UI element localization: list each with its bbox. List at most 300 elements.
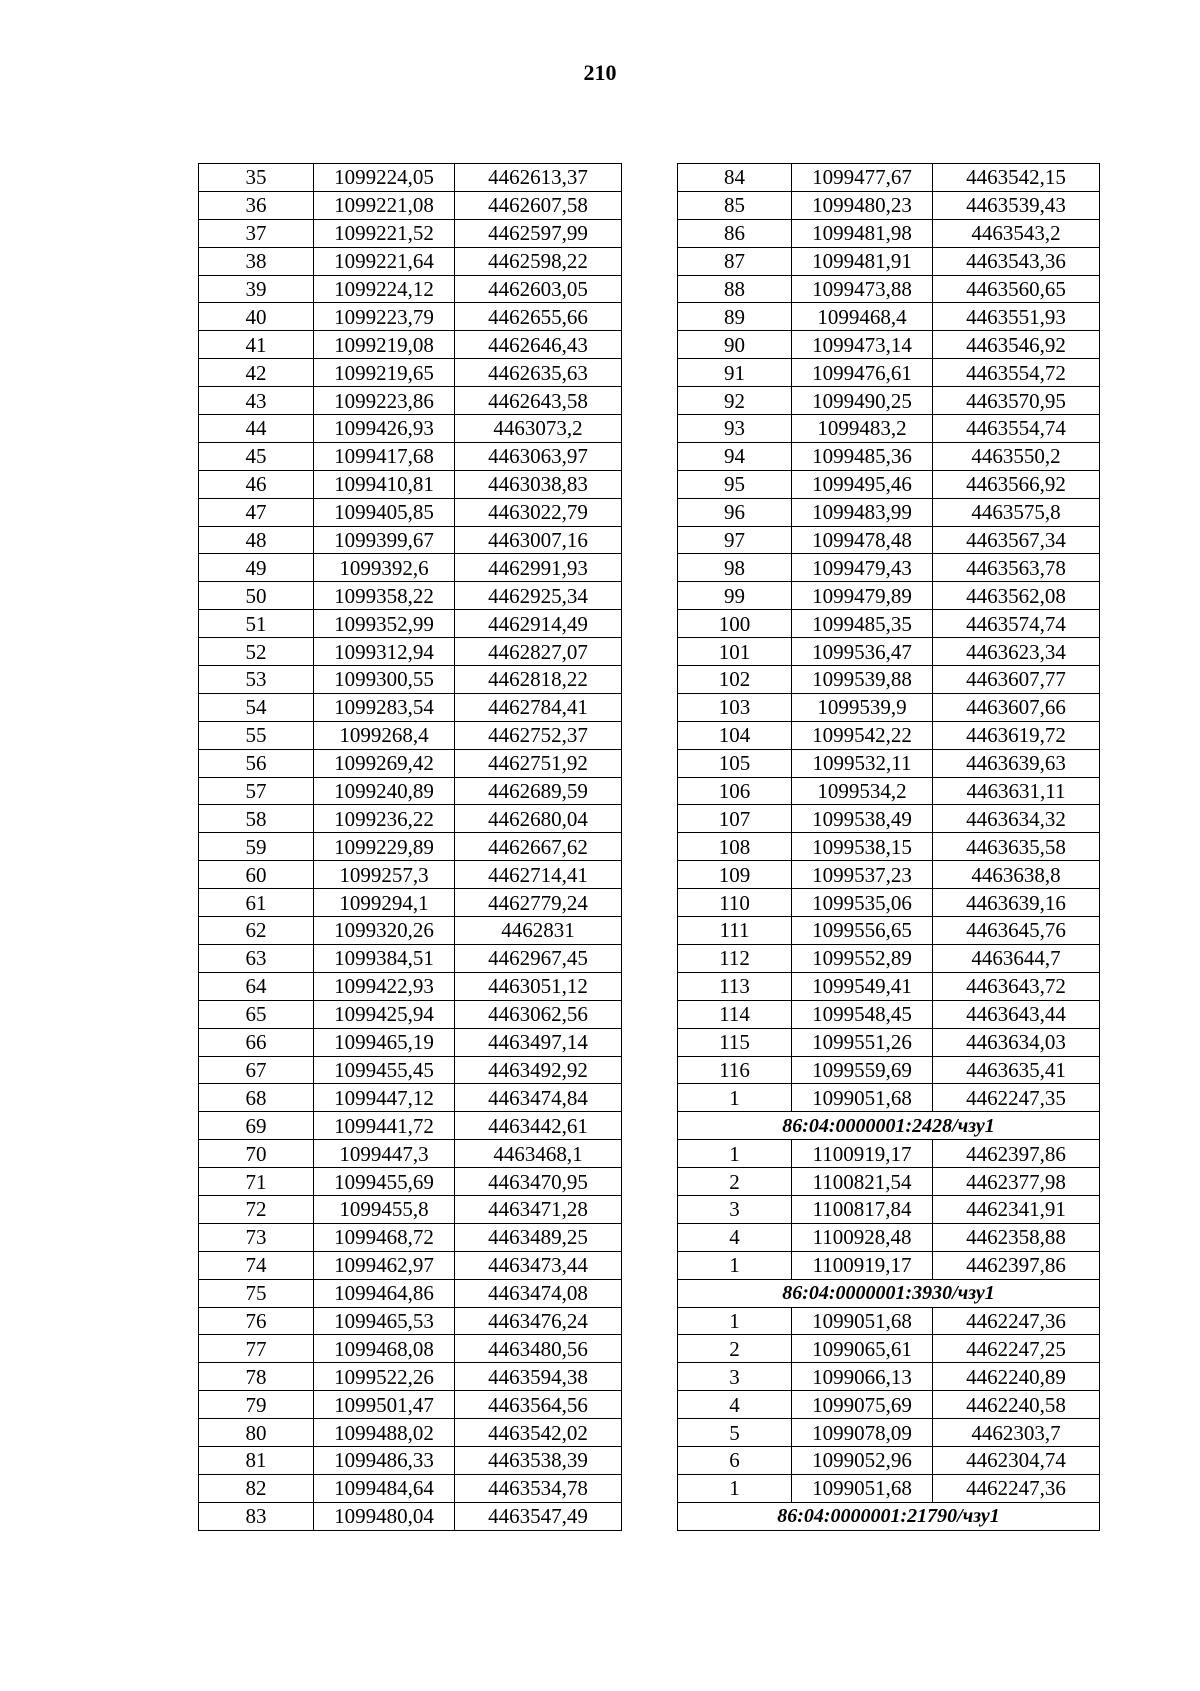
table-row bbox=[199, 1474, 622, 1502]
point-number-cell: 55 bbox=[199, 721, 314, 749]
y-coordinate-cell: 4463063,97 bbox=[455, 442, 622, 470]
x-coordinate-cell: 1099075,69 bbox=[792, 1391, 933, 1419]
point-number-cell: 107 bbox=[678, 805, 792, 833]
point-number-cell: 42 bbox=[199, 359, 314, 387]
point-number-cell: 84 bbox=[678, 164, 792, 192]
y-coordinate-cell: 4462779,24 bbox=[455, 889, 622, 917]
table-row bbox=[678, 1140, 1100, 1168]
point-number-cell: 2 bbox=[678, 1335, 792, 1363]
y-coordinate-cell: 4463542,02 bbox=[455, 1419, 622, 1447]
point-number-cell: 96 bbox=[678, 498, 792, 526]
point-number-cell: 1 bbox=[678, 1084, 792, 1112]
y-coordinate-cell: 4463619,72 bbox=[933, 721, 1100, 749]
x-coordinate-cell: 1099384,51 bbox=[314, 944, 455, 972]
y-coordinate-cell: 4462646,43 bbox=[455, 331, 622, 359]
table-row bbox=[678, 1474, 1100, 1502]
y-coordinate-cell: 4463062,56 bbox=[455, 1000, 622, 1028]
table-row bbox=[678, 1391, 1100, 1419]
table-row bbox=[678, 331, 1100, 359]
point-number-cell: 6 bbox=[678, 1446, 792, 1474]
x-coordinate-cell: 1099224,05 bbox=[314, 164, 455, 192]
parcel-section-row bbox=[678, 1112, 1100, 1140]
x-coordinate-cell: 1099078,09 bbox=[792, 1419, 933, 1447]
y-coordinate-cell: 4463547,49 bbox=[455, 1502, 622, 1530]
point-number-cell: 93 bbox=[678, 415, 792, 443]
table-row bbox=[199, 470, 622, 498]
point-number-cell: 66 bbox=[199, 1028, 314, 1056]
point-number-cell: 88 bbox=[678, 275, 792, 303]
y-coordinate-cell: 4463543,2 bbox=[933, 219, 1100, 247]
point-number-cell: 47 bbox=[199, 498, 314, 526]
point-number-cell: 108 bbox=[678, 833, 792, 861]
table-row bbox=[199, 889, 622, 917]
x-coordinate-cell: 1099447,3 bbox=[314, 1140, 455, 1168]
x-coordinate-cell: 1099484,64 bbox=[314, 1474, 455, 1502]
table-row bbox=[678, 1168, 1100, 1196]
y-coordinate-cell: 4463492,92 bbox=[455, 1056, 622, 1084]
point-number-cell: 102 bbox=[678, 666, 792, 694]
x-coordinate-cell: 1099462,97 bbox=[314, 1251, 455, 1279]
y-coordinate-cell: 4462784,41 bbox=[455, 693, 622, 721]
point-number-cell: 92 bbox=[678, 387, 792, 415]
point-number-cell: 116 bbox=[678, 1056, 792, 1084]
x-coordinate-cell: 1099221,52 bbox=[314, 219, 455, 247]
y-coordinate-cell: 4463539,43 bbox=[933, 191, 1100, 219]
table-row bbox=[678, 610, 1100, 638]
x-coordinate-cell: 1100919,17 bbox=[792, 1140, 933, 1168]
x-coordinate-cell: 1099535,06 bbox=[792, 889, 933, 917]
y-coordinate-cell: 4462680,04 bbox=[455, 805, 622, 833]
cadastral-number-heading: 86:04:0000001:21790/чзу1 bbox=[678, 1502, 1100, 1530]
x-coordinate-cell: 1099477,67 bbox=[792, 164, 933, 192]
y-coordinate-cell: 4462397,86 bbox=[933, 1140, 1100, 1168]
x-coordinate-cell: 1099052,96 bbox=[792, 1446, 933, 1474]
y-coordinate-cell: 4463543,36 bbox=[933, 247, 1100, 275]
table-row bbox=[199, 1000, 622, 1028]
table-row bbox=[199, 498, 622, 526]
point-number-cell: 113 bbox=[678, 972, 792, 1000]
x-coordinate-cell: 1099221,64 bbox=[314, 247, 455, 275]
table-row bbox=[678, 1195, 1100, 1223]
table-row bbox=[199, 1446, 622, 1474]
table-row bbox=[678, 721, 1100, 749]
table-row bbox=[678, 693, 1100, 721]
table-row bbox=[199, 275, 622, 303]
table-row bbox=[199, 1028, 622, 1056]
point-number-cell: 90 bbox=[678, 331, 792, 359]
point-number-cell: 104 bbox=[678, 721, 792, 749]
point-number-cell: 111 bbox=[678, 917, 792, 945]
y-coordinate-cell: 4463038,83 bbox=[455, 470, 622, 498]
y-coordinate-cell: 4463594,38 bbox=[455, 1363, 622, 1391]
table-row bbox=[678, 1000, 1100, 1028]
point-number-cell: 38 bbox=[199, 247, 314, 275]
point-number-cell: 94 bbox=[678, 442, 792, 470]
point-number-cell: 82 bbox=[199, 1474, 314, 1502]
y-coordinate-cell: 4463635,58 bbox=[933, 833, 1100, 861]
x-coordinate-cell: 1099447,12 bbox=[314, 1084, 455, 1112]
y-coordinate-cell: 4463474,84 bbox=[455, 1084, 622, 1112]
x-coordinate-cell: 1099410,81 bbox=[314, 470, 455, 498]
y-coordinate-cell: 4463643,72 bbox=[933, 972, 1100, 1000]
y-coordinate-cell: 4463645,76 bbox=[933, 917, 1100, 945]
table-row bbox=[199, 861, 622, 889]
table-row bbox=[199, 1335, 622, 1363]
x-coordinate-cell: 1099221,08 bbox=[314, 191, 455, 219]
table-row bbox=[678, 889, 1100, 917]
cadastral-number-heading: 86:04:0000001:2428/чзу1 bbox=[678, 1112, 1100, 1140]
y-coordinate-cell: 4462240,89 bbox=[933, 1363, 1100, 1391]
table-row bbox=[199, 415, 622, 443]
x-coordinate-cell: 1099283,54 bbox=[314, 693, 455, 721]
point-number-cell: 81 bbox=[199, 1446, 314, 1474]
table-row bbox=[678, 387, 1100, 415]
y-coordinate-cell: 4463566,92 bbox=[933, 470, 1100, 498]
x-coordinate-cell: 1099425,94 bbox=[314, 1000, 455, 1028]
table-row bbox=[678, 191, 1100, 219]
x-coordinate-cell: 1100919,17 bbox=[792, 1251, 933, 1279]
table-row bbox=[199, 638, 622, 666]
point-number-cell: 69 bbox=[199, 1112, 314, 1140]
x-coordinate-cell: 1099405,85 bbox=[314, 498, 455, 526]
x-coordinate-cell: 1100821,54 bbox=[792, 1168, 933, 1196]
table-row bbox=[678, 164, 1100, 192]
x-coordinate-cell: 1099441,72 bbox=[314, 1112, 455, 1140]
point-number-cell: 76 bbox=[199, 1307, 314, 1335]
point-number-cell: 5 bbox=[678, 1419, 792, 1447]
table-row bbox=[199, 1084, 622, 1112]
point-number-cell: 83 bbox=[199, 1502, 314, 1530]
y-coordinate-cell: 4463639,16 bbox=[933, 889, 1100, 917]
point-number-cell: 52 bbox=[199, 638, 314, 666]
table-row bbox=[678, 777, 1100, 805]
x-coordinate-cell: 1099483,2 bbox=[792, 415, 933, 443]
x-coordinate-cell: 1100928,48 bbox=[792, 1223, 933, 1251]
x-coordinate-cell: 1099485,35 bbox=[792, 610, 933, 638]
x-coordinate-cell: 1099465,19 bbox=[314, 1028, 455, 1056]
x-coordinate-cell: 1099542,22 bbox=[792, 721, 933, 749]
table-row bbox=[199, 1279, 622, 1307]
y-coordinate-cell: 4463474,08 bbox=[455, 1279, 622, 1307]
point-number-cell: 1 bbox=[678, 1307, 792, 1335]
point-number-cell: 41 bbox=[199, 331, 314, 359]
point-number-cell: 50 bbox=[199, 582, 314, 610]
y-coordinate-cell: 4463564,56 bbox=[455, 1391, 622, 1419]
y-coordinate-cell: 4462603,05 bbox=[455, 275, 622, 303]
point-number-cell: 97 bbox=[678, 526, 792, 554]
x-coordinate-cell: 1099224,12 bbox=[314, 275, 455, 303]
table-row bbox=[199, 693, 622, 721]
table-row bbox=[199, 1251, 622, 1279]
point-number-cell: 115 bbox=[678, 1028, 792, 1056]
x-coordinate-cell: 1099455,69 bbox=[314, 1168, 455, 1196]
x-coordinate-cell: 1099559,69 bbox=[792, 1056, 933, 1084]
x-coordinate-cell: 1099300,55 bbox=[314, 666, 455, 694]
y-coordinate-cell: 4462643,58 bbox=[455, 387, 622, 415]
point-number-cell: 48 bbox=[199, 526, 314, 554]
table-row bbox=[199, 944, 622, 972]
table-row bbox=[199, 666, 622, 694]
x-coordinate-cell: 1099468,4 bbox=[792, 303, 933, 331]
x-coordinate-cell: 1099548,45 bbox=[792, 1000, 933, 1028]
point-number-cell: 68 bbox=[199, 1084, 314, 1112]
x-coordinate-cell: 1100817,84 bbox=[792, 1195, 933, 1223]
table-row bbox=[199, 1168, 622, 1196]
point-number-cell: 78 bbox=[199, 1363, 314, 1391]
table-row bbox=[678, 638, 1100, 666]
table-row bbox=[199, 303, 622, 331]
table-row bbox=[199, 610, 622, 638]
point-number-cell: 54 bbox=[199, 693, 314, 721]
table-row bbox=[199, 721, 622, 749]
x-coordinate-cell: 1099486,33 bbox=[314, 1446, 455, 1474]
y-coordinate-cell: 4463476,24 bbox=[455, 1307, 622, 1335]
point-number-cell: 101 bbox=[678, 638, 792, 666]
x-coordinate-cell: 1099257,3 bbox=[314, 861, 455, 889]
x-coordinate-cell: 1099240,89 bbox=[314, 777, 455, 805]
x-coordinate-cell: 1099536,47 bbox=[792, 638, 933, 666]
table-row bbox=[678, 1223, 1100, 1251]
point-number-cell: 70 bbox=[199, 1140, 314, 1168]
x-coordinate-cell: 1099481,91 bbox=[792, 247, 933, 275]
point-number-cell: 44 bbox=[199, 415, 314, 443]
table-row bbox=[199, 331, 622, 359]
y-coordinate-cell: 4462967,45 bbox=[455, 944, 622, 972]
x-coordinate-cell: 1099358,22 bbox=[314, 582, 455, 610]
x-coordinate-cell: 1099539,9 bbox=[792, 693, 933, 721]
point-number-cell: 53 bbox=[199, 666, 314, 694]
x-coordinate-cell: 1099320,26 bbox=[314, 917, 455, 945]
x-coordinate-cell: 1099269,42 bbox=[314, 749, 455, 777]
table-row bbox=[199, 917, 622, 945]
y-coordinate-cell: 4462751,92 bbox=[455, 749, 622, 777]
y-coordinate-cell: 4462303,7 bbox=[933, 1419, 1100, 1447]
point-number-cell: 80 bbox=[199, 1419, 314, 1447]
y-coordinate-cell: 4463643,44 bbox=[933, 1000, 1100, 1028]
point-number-cell: 75 bbox=[199, 1279, 314, 1307]
x-coordinate-cell: 1099468,08 bbox=[314, 1335, 455, 1363]
point-number-cell: 51 bbox=[199, 610, 314, 638]
table-row bbox=[199, 1363, 622, 1391]
point-number-cell: 1 bbox=[678, 1474, 792, 1502]
y-coordinate-cell: 4463550,2 bbox=[933, 442, 1100, 470]
page-number: 210 bbox=[583, 60, 617, 85]
coordinates-table-left bbox=[198, 163, 622, 1531]
table-row bbox=[199, 1391, 622, 1419]
coordinates-table-right bbox=[677, 163, 1100, 1531]
point-number-cell: 87 bbox=[678, 247, 792, 275]
table-row bbox=[678, 582, 1100, 610]
x-coordinate-cell: 1099473,88 bbox=[792, 275, 933, 303]
point-number-cell: 43 bbox=[199, 387, 314, 415]
x-coordinate-cell: 1099480,04 bbox=[314, 1502, 455, 1530]
x-coordinate-cell: 1099312,94 bbox=[314, 638, 455, 666]
table-row bbox=[678, 944, 1100, 972]
table-row bbox=[678, 1251, 1100, 1279]
x-coordinate-cell: 1099223,86 bbox=[314, 387, 455, 415]
table-row bbox=[678, 1056, 1100, 1084]
y-coordinate-cell: 4463554,74 bbox=[933, 415, 1100, 443]
y-coordinate-cell: 4463634,03 bbox=[933, 1028, 1100, 1056]
y-coordinate-cell: 4462341,91 bbox=[933, 1195, 1100, 1223]
point-number-cell: 72 bbox=[199, 1195, 314, 1223]
point-number-cell: 36 bbox=[199, 191, 314, 219]
point-number-cell: 58 bbox=[199, 805, 314, 833]
point-number-cell: 74 bbox=[199, 1251, 314, 1279]
point-number-cell: 2 bbox=[678, 1168, 792, 1196]
table-row bbox=[678, 442, 1100, 470]
y-coordinate-cell: 4462240,58 bbox=[933, 1391, 1100, 1419]
y-coordinate-cell: 4463562,08 bbox=[933, 582, 1100, 610]
y-coordinate-cell: 4463471,28 bbox=[455, 1195, 622, 1223]
table-row bbox=[678, 1446, 1100, 1474]
parcel-section-row bbox=[678, 1279, 1100, 1307]
y-coordinate-cell: 4463563,78 bbox=[933, 554, 1100, 582]
table-row bbox=[199, 749, 622, 777]
table-row bbox=[678, 1084, 1100, 1112]
y-coordinate-cell: 4463007,16 bbox=[455, 526, 622, 554]
point-number-cell: 77 bbox=[199, 1335, 314, 1363]
point-number-cell: 85 bbox=[678, 191, 792, 219]
y-coordinate-cell: 4463631,11 bbox=[933, 777, 1100, 805]
table-row bbox=[678, 554, 1100, 582]
point-number-cell: 112 bbox=[678, 944, 792, 972]
x-coordinate-cell: 1099229,89 bbox=[314, 833, 455, 861]
point-number-cell: 46 bbox=[199, 470, 314, 498]
y-coordinate-cell: 4462247,35 bbox=[933, 1084, 1100, 1112]
x-coordinate-cell: 1099417,68 bbox=[314, 442, 455, 470]
y-coordinate-cell: 4463574,74 bbox=[933, 610, 1100, 638]
point-number-cell: 59 bbox=[199, 833, 314, 861]
x-coordinate-cell: 1099534,2 bbox=[792, 777, 933, 805]
point-number-cell: 60 bbox=[199, 861, 314, 889]
table-row bbox=[678, 1335, 1100, 1363]
point-number-cell: 61 bbox=[199, 889, 314, 917]
table-row bbox=[199, 1223, 622, 1251]
y-coordinate-cell: 4463546,92 bbox=[933, 331, 1100, 359]
point-number-cell: 65 bbox=[199, 1000, 314, 1028]
y-coordinate-cell: 4462689,59 bbox=[455, 777, 622, 805]
point-number-cell: 39 bbox=[199, 275, 314, 303]
x-coordinate-cell: 1099399,67 bbox=[314, 526, 455, 554]
y-coordinate-cell: 4463022,79 bbox=[455, 498, 622, 526]
table-row bbox=[678, 749, 1100, 777]
table-row bbox=[199, 1419, 622, 1447]
y-coordinate-cell: 4463470,95 bbox=[455, 1168, 622, 1196]
y-coordinate-cell: 4462914,49 bbox=[455, 610, 622, 638]
table-row bbox=[199, 164, 622, 192]
x-coordinate-cell: 1099455,8 bbox=[314, 1195, 455, 1223]
table-row bbox=[678, 247, 1100, 275]
y-coordinate-cell: 4463623,34 bbox=[933, 638, 1100, 666]
x-coordinate-cell: 1099485,36 bbox=[792, 442, 933, 470]
x-coordinate-cell: 1099549,41 bbox=[792, 972, 933, 1000]
table-row bbox=[678, 917, 1100, 945]
x-coordinate-cell: 1099392,6 bbox=[314, 554, 455, 582]
x-coordinate-cell: 1099479,89 bbox=[792, 582, 933, 610]
y-coordinate-cell: 4462635,63 bbox=[455, 359, 622, 387]
point-number-cell: 105 bbox=[678, 749, 792, 777]
x-coordinate-cell: 1099479,43 bbox=[792, 554, 933, 582]
x-coordinate-cell: 1099426,93 bbox=[314, 415, 455, 443]
y-coordinate-cell: 4463051,12 bbox=[455, 972, 622, 1000]
y-coordinate-cell: 4463644,7 bbox=[933, 944, 1100, 972]
point-number-cell: 49 bbox=[199, 554, 314, 582]
table-row bbox=[199, 972, 622, 1000]
point-number-cell: 110 bbox=[678, 889, 792, 917]
point-number-cell: 100 bbox=[678, 610, 792, 638]
y-coordinate-cell: 4463634,32 bbox=[933, 805, 1100, 833]
point-number-cell: 35 bbox=[199, 164, 314, 192]
table-row bbox=[678, 303, 1100, 331]
x-coordinate-cell: 1099537,23 bbox=[792, 861, 933, 889]
y-coordinate-cell: 4463554,72 bbox=[933, 359, 1100, 387]
y-coordinate-cell: 4463638,8 bbox=[933, 861, 1100, 889]
x-coordinate-cell: 1099473,14 bbox=[792, 331, 933, 359]
y-coordinate-cell: 4462925,34 bbox=[455, 582, 622, 610]
y-coordinate-cell: 4462827,07 bbox=[455, 638, 622, 666]
table-row bbox=[199, 219, 622, 247]
x-coordinate-cell: 1099501,47 bbox=[314, 1391, 455, 1419]
x-coordinate-cell: 1099268,4 bbox=[314, 721, 455, 749]
x-coordinate-cell: 1099352,99 bbox=[314, 610, 455, 638]
y-coordinate-cell: 4462613,37 bbox=[455, 164, 622, 192]
point-number-cell: 3 bbox=[678, 1195, 792, 1223]
table-row bbox=[678, 359, 1100, 387]
table-row bbox=[199, 526, 622, 554]
x-coordinate-cell: 1099522,26 bbox=[314, 1363, 455, 1391]
table-row bbox=[199, 582, 622, 610]
table-row bbox=[678, 470, 1100, 498]
point-number-cell: 64 bbox=[199, 972, 314, 1000]
cadastral-number-heading: 86:04:0000001:3930/чзу1 bbox=[678, 1279, 1100, 1307]
x-coordinate-cell: 1099483,99 bbox=[792, 498, 933, 526]
y-coordinate-cell: 4462304,74 bbox=[933, 1446, 1100, 1474]
x-coordinate-cell: 1099066,13 bbox=[792, 1363, 933, 1391]
table-row bbox=[678, 498, 1100, 526]
point-number-cell: 1 bbox=[678, 1140, 792, 1168]
y-coordinate-cell: 4462667,62 bbox=[455, 833, 622, 861]
x-coordinate-cell: 1099219,65 bbox=[314, 359, 455, 387]
y-coordinate-cell: 4463497,14 bbox=[455, 1028, 622, 1056]
y-coordinate-cell: 4462655,66 bbox=[455, 303, 622, 331]
table-row bbox=[678, 415, 1100, 443]
x-coordinate-cell: 1099468,72 bbox=[314, 1223, 455, 1251]
point-number-cell: 73 bbox=[199, 1223, 314, 1251]
table-row bbox=[199, 777, 622, 805]
table-row bbox=[678, 833, 1100, 861]
y-coordinate-cell: 4463480,56 bbox=[455, 1335, 622, 1363]
table-row bbox=[678, 219, 1100, 247]
point-number-cell: 109 bbox=[678, 861, 792, 889]
y-coordinate-cell: 4463538,39 bbox=[455, 1446, 622, 1474]
table-row bbox=[199, 1307, 622, 1335]
table-row bbox=[199, 554, 622, 582]
y-coordinate-cell: 4462752,37 bbox=[455, 721, 622, 749]
table-row bbox=[678, 1307, 1100, 1335]
table-row bbox=[199, 442, 622, 470]
table-row bbox=[199, 387, 622, 415]
x-coordinate-cell: 1099223,79 bbox=[314, 303, 455, 331]
x-coordinate-cell: 1099538,15 bbox=[792, 833, 933, 861]
point-number-cell: 37 bbox=[199, 219, 314, 247]
y-coordinate-cell: 4462247,36 bbox=[933, 1474, 1100, 1502]
y-coordinate-cell: 4462247,25 bbox=[933, 1335, 1100, 1363]
table-row bbox=[678, 1419, 1100, 1447]
y-coordinate-cell: 4463468,1 bbox=[455, 1140, 622, 1168]
y-coordinate-cell: 4463560,65 bbox=[933, 275, 1100, 303]
point-number-cell: 3 bbox=[678, 1363, 792, 1391]
